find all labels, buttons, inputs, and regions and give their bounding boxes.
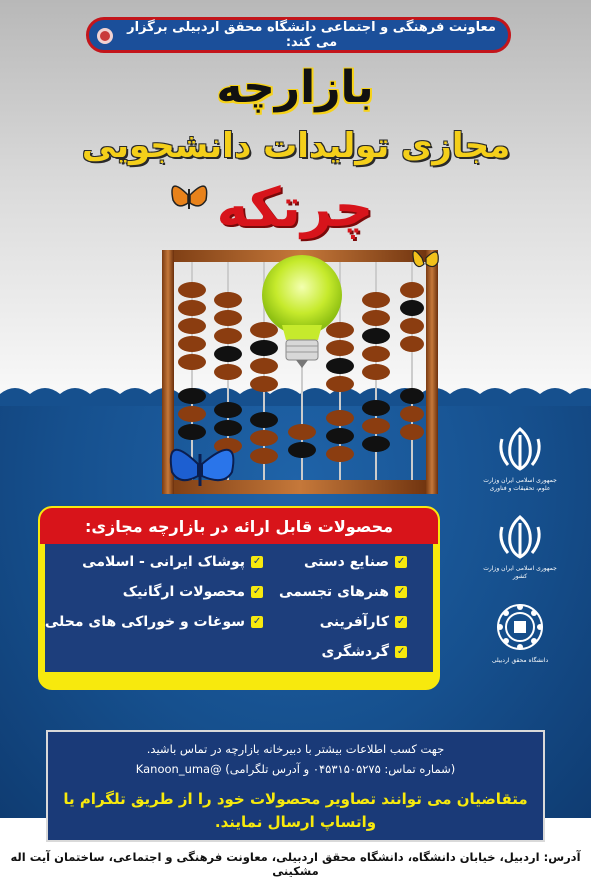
iran-emblem-icon — [480, 425, 560, 473]
check-icon: ✓ — [396, 646, 406, 657]
ministry-science-logo — [480, 425, 560, 497]
university-logo — [480, 601, 560, 673]
title-bazaarcheh: بازارچه — [216, 62, 374, 113]
product-item: ✓ کارآفرینی — [319, 614, 406, 630]
check-icon: ✓ — [252, 556, 262, 567]
check-icon: ✓ — [396, 586, 406, 597]
check-icon: ✓ — [396, 556, 406, 567]
ministry-interior-logo — [480, 513, 560, 585]
logo-caption: جمهوری اسلامی ایران وزارت کشور — [483, 565, 557, 580]
university-logo-icon — [480, 601, 560, 653]
products-heading: محصولات قابل ارائه در بازارچه مجازی: — [40, 508, 438, 544]
contact-info-line: جهت کسب اطلاعات بیشتر با دبیرخانه بازارچه در تماس باشید. — [146, 742, 445, 756]
contact-box — [46, 730, 545, 842]
logo-column — [480, 425, 560, 689]
address-text: آدرس: اردبیل، خیابان دانشگاه، دانشگاه محقق اردبیلی، معاونت فرهنگی و اجتماعی، ساختمان آیت اله مشکینی — [10, 850, 581, 878]
logo-caption: دانشگاه محقق اردبیلی — [491, 657, 549, 664]
subtitle: مجازی تولیدات دانشجویی — [81, 126, 511, 166]
header-text: معاونت فرهنگی و اجتماعی دانشگاه محقق اردبیلی برگزار می کند: — [127, 20, 496, 50]
logo-caption: جمهوری اسلامی ایران وزارت علوم، تحقیقات و فناوری — [483, 477, 557, 492]
applicants-note: متقاضیان می توانند تصاویر محصولات خود را از طریق تلگرام یا واتساپ ارسال نمایند. — [63, 790, 528, 831]
product-item: ✓ محصولات ارگانیک — [122, 584, 262, 600]
check-icon: ✓ — [252, 586, 262, 597]
product-item: ✓ صنایع دستی — [303, 554, 406, 570]
title-chortkeh: چرتکه — [216, 176, 374, 239]
check-icon: ✓ — [396, 616, 406, 627]
product-item: ✓ گردشگری — [321, 644, 406, 660]
iran-emblem-icon — [480, 513, 560, 561]
contact-phone-telegram: (شماره تماس: ۰۴۵۳۱۵۰۵۲۷۵ و آدرس تلگرامی) @Kanoon_uma — [135, 762, 456, 776]
products-card — [38, 506, 440, 690]
product-item: ✓ سوغات و خوراکی های محلی — [44, 614, 262, 630]
check-icon: ✓ — [252, 616, 262, 627]
product-item: ✓ پوشاک ایرانی - اسلامی — [82, 554, 262, 570]
product-item: ✓ هنرهای تجسمی — [279, 584, 406, 600]
header-banner — [86, 17, 511, 53]
bullet-icon — [97, 28, 113, 44]
products-list — [45, 544, 433, 672]
